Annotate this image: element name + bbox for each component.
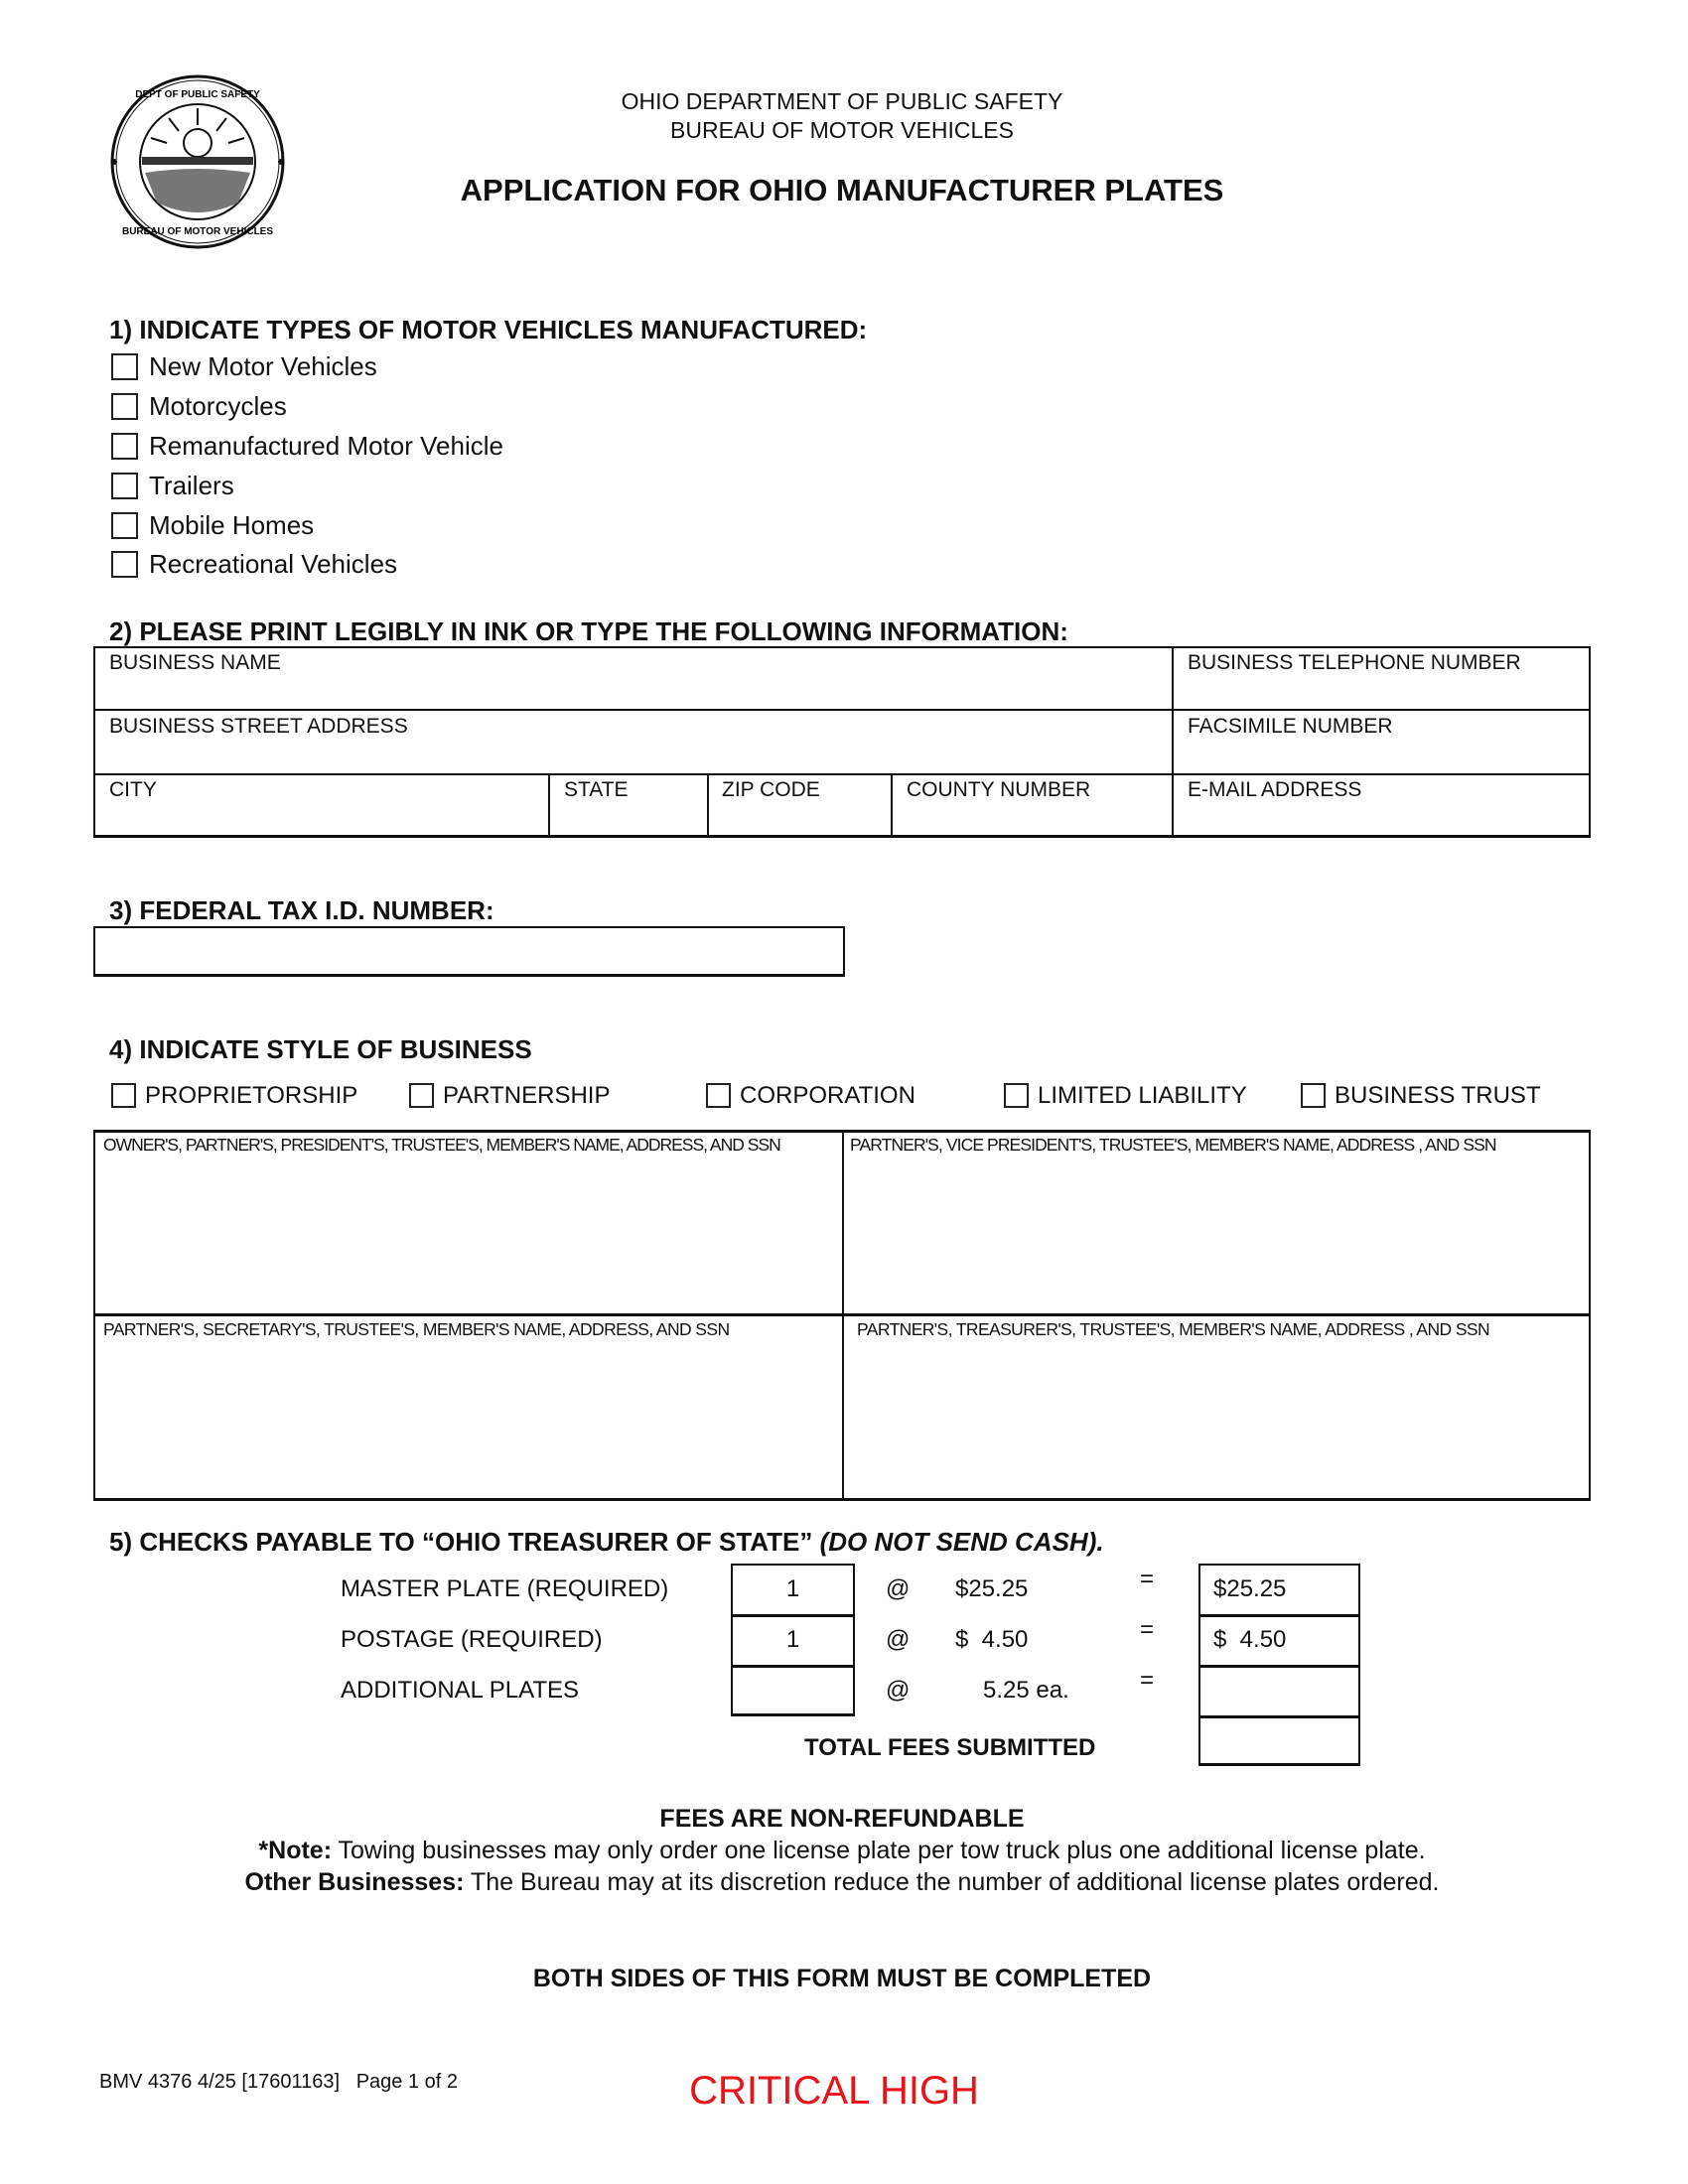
vice-president-info-field[interactable]: PARTNER'S, VICE PRESIDENT'S, TRUSTEE'S, MEMBER'S NAME, ADDRESS , AND SSN: [850, 1135, 1496, 1155]
checkbox-business-trust[interactable]: [1301, 1083, 1326, 1108]
unit-price: $25.25: [955, 1575, 1029, 1602]
fee-label: MASTER PLATE (REQUIRED): [341, 1575, 669, 1602]
fee-label: POSTAGE (REQUIRED): [341, 1626, 603, 1653]
note-label: Other Businesses:: [244, 1868, 465, 1896]
both-sides-notice: BOTH SIDES OF THIS FORM MUST BE COMPLETED: [532, 1965, 1152, 1992]
bureau-name: BUREAU OF MOTOR VEHICLES: [670, 117, 1014, 143]
option-label: Mobile Homes: [149, 510, 315, 540]
at-symbol: @: [886, 1575, 911, 1602]
form-id: BMV 4376 4/25 [17601163] Page 1 of 2: [99, 2071, 459, 2093]
street-address-field[interactable]: BUSINESS STREET ADDRESS: [109, 715, 408, 738]
business-phone-field[interactable]: BUSINESS TELEPHONE NUMBER: [1188, 651, 1521, 674]
option-label: Recreational Vehicles: [149, 549, 398, 579]
checkbox-partnership[interactable]: [409, 1083, 434, 1108]
option-label: Remanufactured Motor Vehicle: [149, 431, 503, 461]
checkbox-mobile-homes[interactable]: [111, 512, 138, 539]
secretary-info-field[interactable]: PARTNER'S, SECRETARY'S, TRUSTEE'S, MEMBER'S NAME, ADDRESS, AND SSN: [103, 1319, 730, 1339]
towing-note: [0, 1837, 1684, 1865]
heading-italic: (DO NOT SEND CASH).: [819, 1527, 1104, 1557]
line-total-input[interactable]: $ 4.50: [1213, 1626, 1287, 1653]
treasurer-info-field[interactable]: PARTNER'S, TREASURER'S, TRUSTEE'S, MEMBER'S NAME, ADDRESS , AND SSN: [857, 1319, 1490, 1339]
at-symbol: @: [886, 1677, 911, 1704]
checkbox-recreational-vehicles[interactable]: [111, 551, 138, 578]
equals-sign: =: [1140, 1667, 1155, 1694]
option-label: BUSINESS TRUST: [1335, 1082, 1541, 1109]
unit-price: $ 4.50: [955, 1626, 1029, 1653]
svg-text:DEPT OF PUBLIC SAFETY: DEPT OF PUBLIC SAFETY: [135, 89, 260, 100]
section-3-heading: 3) FEDERAL TAX I.D. NUMBER:: [109, 895, 494, 925]
section-5-heading: [109, 1527, 1104, 1558]
checkbox-new-motor-vehicles[interactable]: [111, 353, 138, 380]
email-field[interactable]: E-MAIL ADDRESS: [1188, 778, 1362, 801]
option-label: PROPRIETORSHIP: [145, 1082, 358, 1109]
fee-label: ADDITIONAL PLATES: [341, 1677, 580, 1704]
non-refundable-notice: FEES ARE NON-REFUNDABLE: [659, 1805, 1025, 1833]
option-label: New Motor Vehicles: [149, 351, 377, 381]
note-text: Towing businesses may only order one license plate per tow truck plus one additional license plate.: [332, 1837, 1426, 1864]
quantity-input[interactable]: 1: [785, 1626, 800, 1653]
fax-field[interactable]: FACSIMILE NUMBER: [1188, 715, 1393, 738]
option-label: PARTNERSHIP: [443, 1082, 611, 1109]
option-label: CORPORATION: [740, 1082, 915, 1109]
city-field[interactable]: CITY: [109, 778, 157, 801]
option-label: Motorcycles: [149, 391, 287, 421]
at-symbol: @: [886, 1626, 911, 1653]
heading-text: 5) CHECKS PAYABLE TO “OHIO TREASURER OF STATE”: [109, 1527, 813, 1557]
option-label: Trailers: [149, 471, 234, 500]
total-fees-label: TOTAL FEES SUBMITTED: [804, 1734, 1096, 1761]
checkbox-remanufactured[interactable]: [111, 433, 138, 460]
county-number-field[interactable]: COUNTY NUMBER: [907, 778, 1091, 801]
federal-tax-id-input[interactable]: [93, 926, 845, 977]
business-name-field[interactable]: BUSINESS NAME: [109, 651, 281, 674]
svg-text:BUREAU OF MOTOR VEHICLES: BUREAU OF MOTOR VEHICLES: [121, 226, 274, 237]
page-title: APPLICATION FOR OHIO MANUFACTURER PLATES: [460, 173, 1224, 207]
owner-info-field[interactable]: OWNER'S, PARTNER'S, PRESIDENT'S, TRUSTEE'S, MEMBER'S NAME, ADDRESS, AND SSN: [103, 1135, 780, 1155]
equals-sign: =: [1140, 1616, 1155, 1643]
other-businesses-note: [0, 1868, 1684, 1897]
note-text: The Bureau may at its discretion reduce the number of additional license plates ordered.: [464, 1868, 1440, 1896]
section-4-heading: 4) INDICATE STYLE OF BUSINESS: [109, 1034, 532, 1064]
section-2-heading: 2) PLEASE PRINT LEGIBLY IN INK OR TYPE THE FOLLOWING INFORMATION:: [109, 616, 1068, 646]
line-total-input[interactable]: $25.25: [1213, 1575, 1287, 1602]
checkbox-motorcycles[interactable]: [111, 393, 138, 420]
section-1-heading: 1) INDICATE TYPES OF MOTOR VEHICLES MANUFACTURED:: [109, 315, 868, 344]
critical-high-stamp: CRITICAL HIGH: [689, 2069, 979, 2113]
equals-sign: =: [1140, 1566, 1155, 1592]
unit-price: 5.25 ea.: [983, 1677, 1069, 1704]
state-field[interactable]: STATE: [564, 778, 629, 801]
option-label: LIMITED LIABILITY: [1038, 1082, 1247, 1109]
note-label: *Note:: [258, 1837, 333, 1864]
checkbox-corporation[interactable]: [706, 1083, 731, 1108]
zip-code-field[interactable]: ZIP CODE: [722, 778, 820, 801]
checkbox-proprietorship[interactable]: [111, 1083, 136, 1108]
department-name: OHIO DEPARTMENT OF PUBLIC SAFETY: [621, 88, 1063, 114]
checkbox-limited-liability[interactable]: [1004, 1083, 1029, 1108]
checkbox-trailers[interactable]: [111, 473, 138, 499]
quantity-input[interactable]: 1: [785, 1575, 800, 1602]
